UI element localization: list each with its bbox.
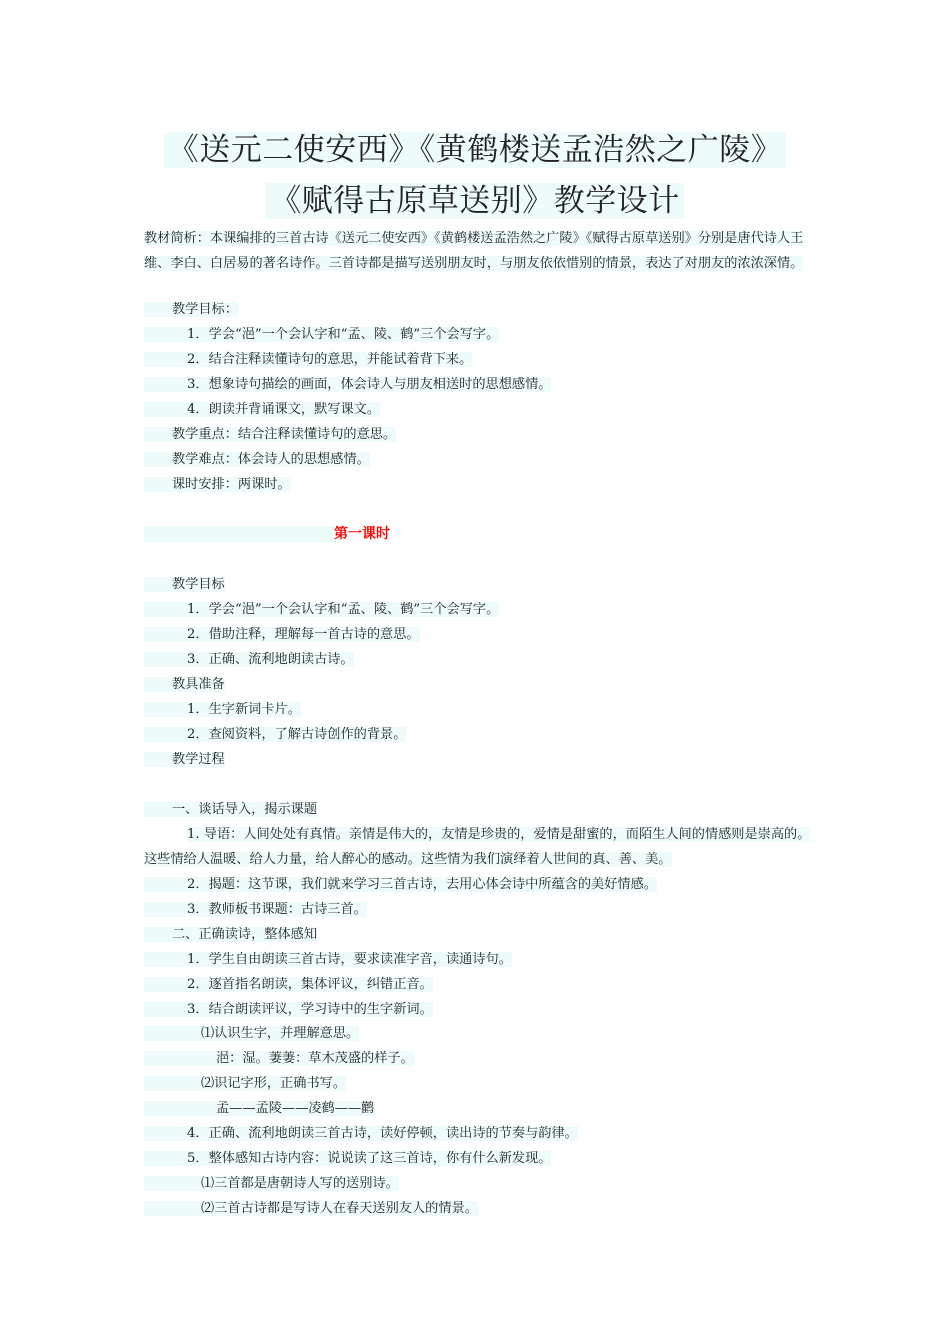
section-1-item: 2．揭题：这节课，我们就来学习三首古诗，去用心体会诗中所蕴含的美好情感。 xyxy=(144,875,657,895)
lesson-heading-highlight xyxy=(144,526,336,542)
section-2-item: 3．结合朗读评议，学习诗中的生字新词。 xyxy=(144,1000,433,1020)
lesson-goal-item: 3．正确、流利地朗读古诗。 xyxy=(144,650,354,670)
section-1-item: 3．教师板书课题：古诗三首。 xyxy=(144,900,367,920)
goal-item: 4．朗读并背诵课文，默写课文。 xyxy=(144,400,380,420)
goal-item: 1．学会“浥”一个会认字和“孟、陵、鹤”三个会写字。 xyxy=(144,325,499,345)
prep-item: 1．生字新词卡片。 xyxy=(144,700,301,720)
section-2-item: 1．学生自由朗读三首古诗，要求读准字音，读通诗句。 xyxy=(144,950,512,970)
section-2-subitem-detail: 孟——孟陵——凌鹤——鹳 xyxy=(144,1099,374,1119)
section-2-item: 5．整体感知古诗内容：说说读了这三首诗，你有什么新发现。 xyxy=(144,1149,551,1169)
section-1-intro-paragraph: 1. 导语：人间处处有真情。亲情是伟大的，友情是珍贵的，爱情是甜蜜的，而陌生人间的情感则是崇高的。这些情给人温暖、给人力量，给人醉心的感动。这些情为我们演绎着人世间的真、善、美。 xyxy=(144,827,811,867)
title-line-2: 《赋得古原草送别》教学设计 xyxy=(0,181,950,221)
section-2-subitem-detail: 浥：湿。萋萋：草木茂盛的样子。 xyxy=(144,1049,414,1069)
lesson-heading: 第一课时 xyxy=(334,526,390,542)
goal-item: 2．结合注释读懂诗句的意思，并能试着背下来。 xyxy=(144,350,472,370)
section-2-subitem: ⑵识记字形，正确书写。 xyxy=(144,1074,346,1094)
lesson-goal-item: 1．学会“浥”一个会认字和“孟、陵、鹤”三个会写字。 xyxy=(144,600,499,620)
section-2-subitem: ⑵三首古诗都是写诗人在春天送别友人的情景。 xyxy=(144,1199,478,1219)
process-heading: 教学过程 xyxy=(144,750,225,770)
schedule: 课时安排：两课时。 xyxy=(144,475,291,495)
section-2-item: 4．正确、流利地朗读三首古诗，读好停顿，读出诗的节奏与韵律。 xyxy=(144,1124,578,1144)
section-2-item: 2．逐首指名朗读，集体评议，纠错正音。 xyxy=(144,975,433,995)
intro-paragraph: 教材简析：本课编排的三首古诗《送元二使安西》《黄鹤楼送孟浩然之广陵》《赋得古原草送别》分别是唐代诗人王维、李白、白居易的著名诗作。三首诗都是描写送别朋友时，与朋友依依惜别的情景，表达了对朋友的浓浓深情。 xyxy=(144,231,804,271)
goals-heading: 教学目标： xyxy=(144,300,238,320)
title-line-1: 《送元二使安西》《黄鹤楼送孟浩然之广陵》 xyxy=(0,130,950,170)
difficulty: 教学难点：体会诗人的思想感情。 xyxy=(144,450,370,470)
section-2-subitem: ⑴认识生字，并理解意思。 xyxy=(144,1024,359,1044)
section-2-heading: 二、正确读诗，整体感知 xyxy=(144,925,317,945)
key-point: 教学重点：结合注释读懂诗句的意思。 xyxy=(144,425,396,445)
lesson-goal-item: 2．借助注释，理解每一首古诗的意思。 xyxy=(144,625,420,645)
section-1-heading: 一、谈话导入，揭示课题 xyxy=(144,800,317,820)
prep-item: 2．查阅资料，了解古诗创作的背景。 xyxy=(144,725,406,745)
lesson-goals-heading: 教学目标 xyxy=(144,575,225,595)
goal-item: 3．想象诗句描绘的画面，体会诗人与朋友相送时的思想感情。 xyxy=(144,375,551,395)
prep-heading: 教具准备 xyxy=(144,675,225,695)
section-2-subitem: ⑴三首都是唐朝诗人写的送别诗。 xyxy=(144,1174,399,1194)
